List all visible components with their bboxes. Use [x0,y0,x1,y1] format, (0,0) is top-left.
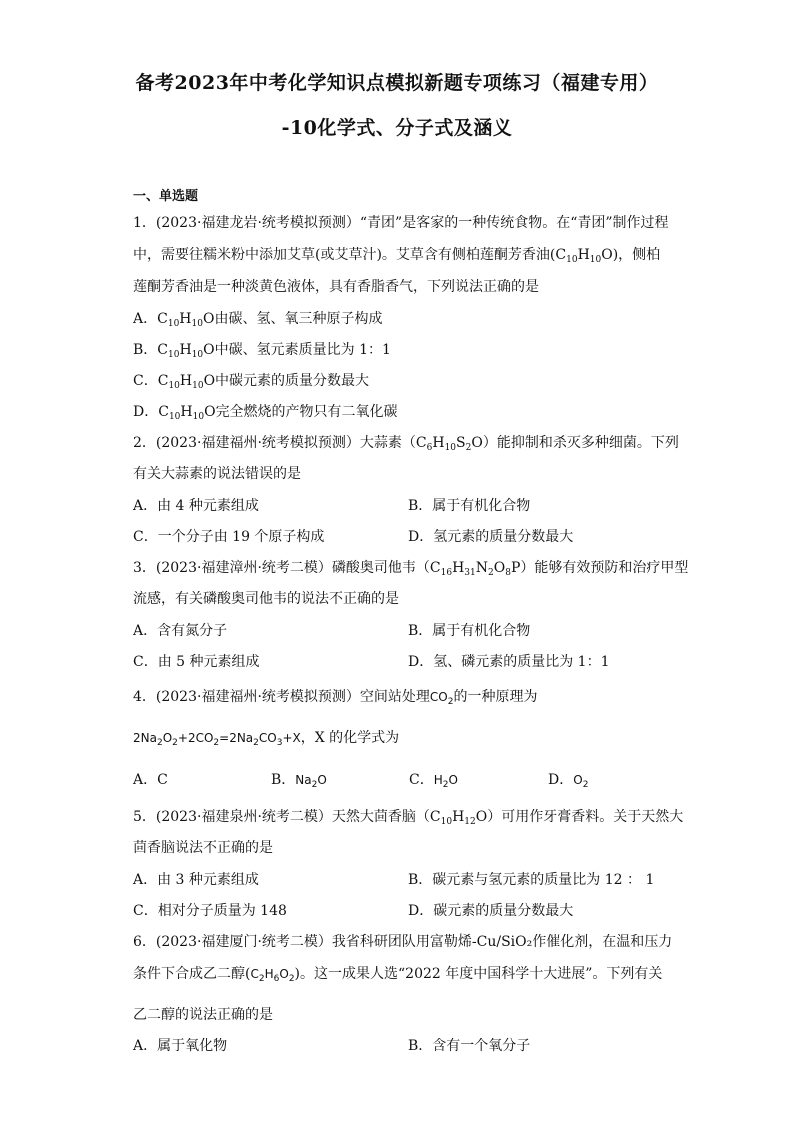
formula-element: C [250,967,259,981]
formula-element: C [415,435,427,451]
formula-element: O [203,342,215,358]
formula-subscript: 2 [442,780,449,790]
formula-subscript: 16 [440,568,453,578]
formula-element: C [429,560,441,576]
formula-subscript: 8 [505,568,511,578]
document-title-line1: 备考2023年中考化学知识点模拟新题专项练习（福建专用） [135,72,659,94]
formula-element: H [180,404,193,420]
formula-c10h12o [430,809,487,825]
formula-c10h10o [158,404,215,420]
formula-subscript: 3 [276,738,283,748]
q4-equation-line: $2Na_2O_2+2CO_2=2Na_2CO_3+X$，X 的化学式为 [133,730,400,748]
formula-subscript: 2 [213,738,220,748]
q5-option-b[interactable]: B．碳元素与氢元素的质量比为 12 ： 1 [408,872,655,888]
q2-option-a[interactable]: A．由 4 种元素组成 [133,498,259,514]
formula-element: O [204,404,216,420]
formula-subscript: 2 [582,780,589,790]
formula-element: CO [429,690,448,704]
formula-element: O [203,373,216,389]
q3-option-b[interactable]: B．属于有机化合物 [408,623,531,639]
formula-element: Na [295,773,312,787]
formula-element: +2CO [177,731,214,745]
formula-element: H [432,435,445,451]
formula-subscript: 10 [192,412,205,422]
section-heading: 一、单选题 [133,189,199,204]
formula-subscript: 10 [444,443,457,453]
formula-element: C [555,247,567,263]
q6-stem-line1: 6．(2023·福建厦门·统考二模）我省科研团队用富勒烯-Cu/SiO₂作催化剂，在温和压力 [133,934,673,950]
formula-subscript: 10 [191,350,204,360]
formula-element: H [433,773,443,787]
formula-co2 [429,690,454,707]
q4-stem-line1: 4．(2023·福建福州·统考模拟预测）空间站处理$CO_2$的一种原理为 [133,689,538,707]
formula-element: H [577,247,590,263]
formula-element: =2Na [219,731,254,745]
formula-element: O [162,731,173,745]
formula-subscript: 10 [191,319,203,329]
q5-stem-line1: 5．(2023·福建泉州·统考二模）天然大茴香脑$(C_{10}H_{12}O)$可用作牙膏香料。关于天然大 [133,809,684,827]
document-title-line2: -10化学式、分子式及涵义 [281,117,513,139]
formula-subscript: 6 [426,443,433,453]
q4-option-d[interactable]: D．$O_2$ [548,772,589,790]
formula-subscript: 10 [566,255,578,265]
q2-option-d[interactable]: D．氢元素的质量分数最大 [408,529,574,545]
formula-subscript: 2 [156,738,163,748]
q4-option-c[interactable]: C．$H_2O$ [409,772,458,790]
formula-element: O [471,435,483,451]
q3-option-a[interactable]: A．含有氮分子 [133,623,228,639]
formula-c2h6o2 [250,967,295,984]
formula-element: C [158,404,169,420]
formula-subscript: 10 [168,412,181,422]
formula-subscript: 31 [464,568,476,578]
formula-subscript: 2 [253,738,259,748]
formula-element: H [179,373,193,389]
q3-option-d[interactable]: D．氢、磷元素的质量比为 1：1 [408,654,610,670]
formula-c16h31n2o8p [430,560,520,576]
formula-c10h10o [158,373,215,389]
q3-option-c[interactable]: C．由 5 种元素组成 [133,654,260,670]
formula-element: O [317,773,327,787]
q5-stem-line2: 茴香脑说法不正确的是 [133,840,273,856]
q4-option-b[interactable]: B．$Na_2O$ [271,772,327,790]
formula-element: O [475,809,488,825]
formula-element: CO [258,731,277,745]
formula-subscript: 12 [464,817,476,827]
q6-stem-line3: 乙二醇的说法正确的是 [133,1007,273,1023]
formula-element: H [452,560,465,576]
formula-element: H [264,967,274,981]
formula-element: C [157,373,169,389]
formula-element: H [452,809,465,825]
q6-option-a[interactable]: A．属于氧化物 [133,1038,228,1054]
formula-subscript: 2 [311,780,318,790]
formula-h2o [433,773,458,790]
q3-stem-line1: 3．(2023·福建漳州·统考二模）磷酸奥司他韦$(C_{16}H_{31}N_2O_8P)$能够有效预防和治疗甲型 [133,560,689,578]
q2-option-c[interactable]: C．一个分子由 19 个原子构成 [133,529,325,545]
formula-element: P [510,560,521,576]
formula-subscript: 2 [447,697,454,707]
formula-element: O [493,560,506,576]
formula-subscript: 10 [589,255,602,265]
q5-option-d[interactable]: D．碳元素的质量分数最大 [408,903,574,919]
formula-subscript: 2 [172,738,178,748]
q4-option-a[interactable]: A．C [133,772,168,788]
formula-subscript: 2 [488,568,494,578]
q2-stem-line1: 2．(2023·福建福州·统考模拟预测）大蒜素$(C_6H_{10}S_2O)$能抑制和杀灭多种细菌。下列 [133,435,679,453]
formula-element: O [573,773,583,787]
formula-element: N [475,560,488,576]
formula-element: H [179,311,192,327]
formula-element: H [179,342,192,358]
formula-element: O [601,247,613,263]
formula-element: S [456,435,466,451]
formula-c6h10s2o [416,435,483,451]
formula-element: 2Na [133,731,157,745]
formula-element: C [157,311,168,327]
q1-option-c[interactable]: C．$C_{10}H_{10}O$中碳元素的质量分数最大 [133,373,370,391]
formula-c10h10o [157,342,214,358]
formula-subscript: 6 [273,974,280,984]
q5-option-a[interactable]: A．由 3 种元素组成 [133,872,259,888]
q1-stem-line3: 莲酮芳香油是一种淡黄色液体，具有香脂香气，下列说法正确的是 [133,279,539,295]
formula-subscript: 10 [440,817,453,827]
formula-element: C [157,342,169,358]
formula-subscript: 10 [168,381,180,391]
q1-stem-line1: 1．(2023·福建龙岩·统考模拟预测）“青团”是客家的一种传统食物。在“青团”制作过程 [133,215,669,231]
q1-stem-line2: 中，需要往糯米粉中添加艾草(或艾草汁)。艾草含有侧柏莲酮芳香油$(C_{10}H_{10}O)$，侧柏 [133,247,661,265]
q1-option-a[interactable]: A．$C_{10}H_{10}O$由碳、氢、氧三种原子构成 [133,311,383,329]
q3-stem-line2: 流感，有关磷酸奥司他韦的说法不正确的是 [133,591,399,607]
formula-o2 [573,773,589,790]
formula-element: +X [282,731,301,745]
formula-element: O [448,773,458,787]
formula-subscript: 10 [168,350,180,360]
q2-stem-line2: 有关大蒜素的说法错误的是 [133,466,301,482]
q6-option-b[interactable]: B．含有一个氧分子 [408,1038,531,1054]
formula-subscript: 2 [288,974,295,984]
formula-element: O [279,967,289,981]
formula-subscript: 2 [465,443,472,453]
q1-option-b[interactable]: B．$C_{10}H_{10}O$中碳、氢元素质量比为 1：1 [133,342,391,360]
formula-subscript: 10 [167,319,180,329]
q1-option-d[interactable]: D．$C_{10}H_{10}O$完全燃烧的产物只有二氧化碳 [133,404,398,422]
formula-element: C [429,809,441,825]
formula-element: O [202,311,215,327]
formula-subscript: 2 [258,974,265,984]
formula-subscript: 10 [192,381,204,391]
formula-c10h10o [157,311,214,327]
formula-c10h10o [555,247,612,263]
q6-stem-line2: 条件下合成乙二醇$(C_2H_6O_2)$。这一成果人选“2022 年度中国科学十大进展”。下列有关 [133,966,663,984]
q5-option-c[interactable]: C．相对分子质量为 148 [133,903,287,919]
q2-option-b[interactable]: B．属于有机化合物 [408,498,531,514]
